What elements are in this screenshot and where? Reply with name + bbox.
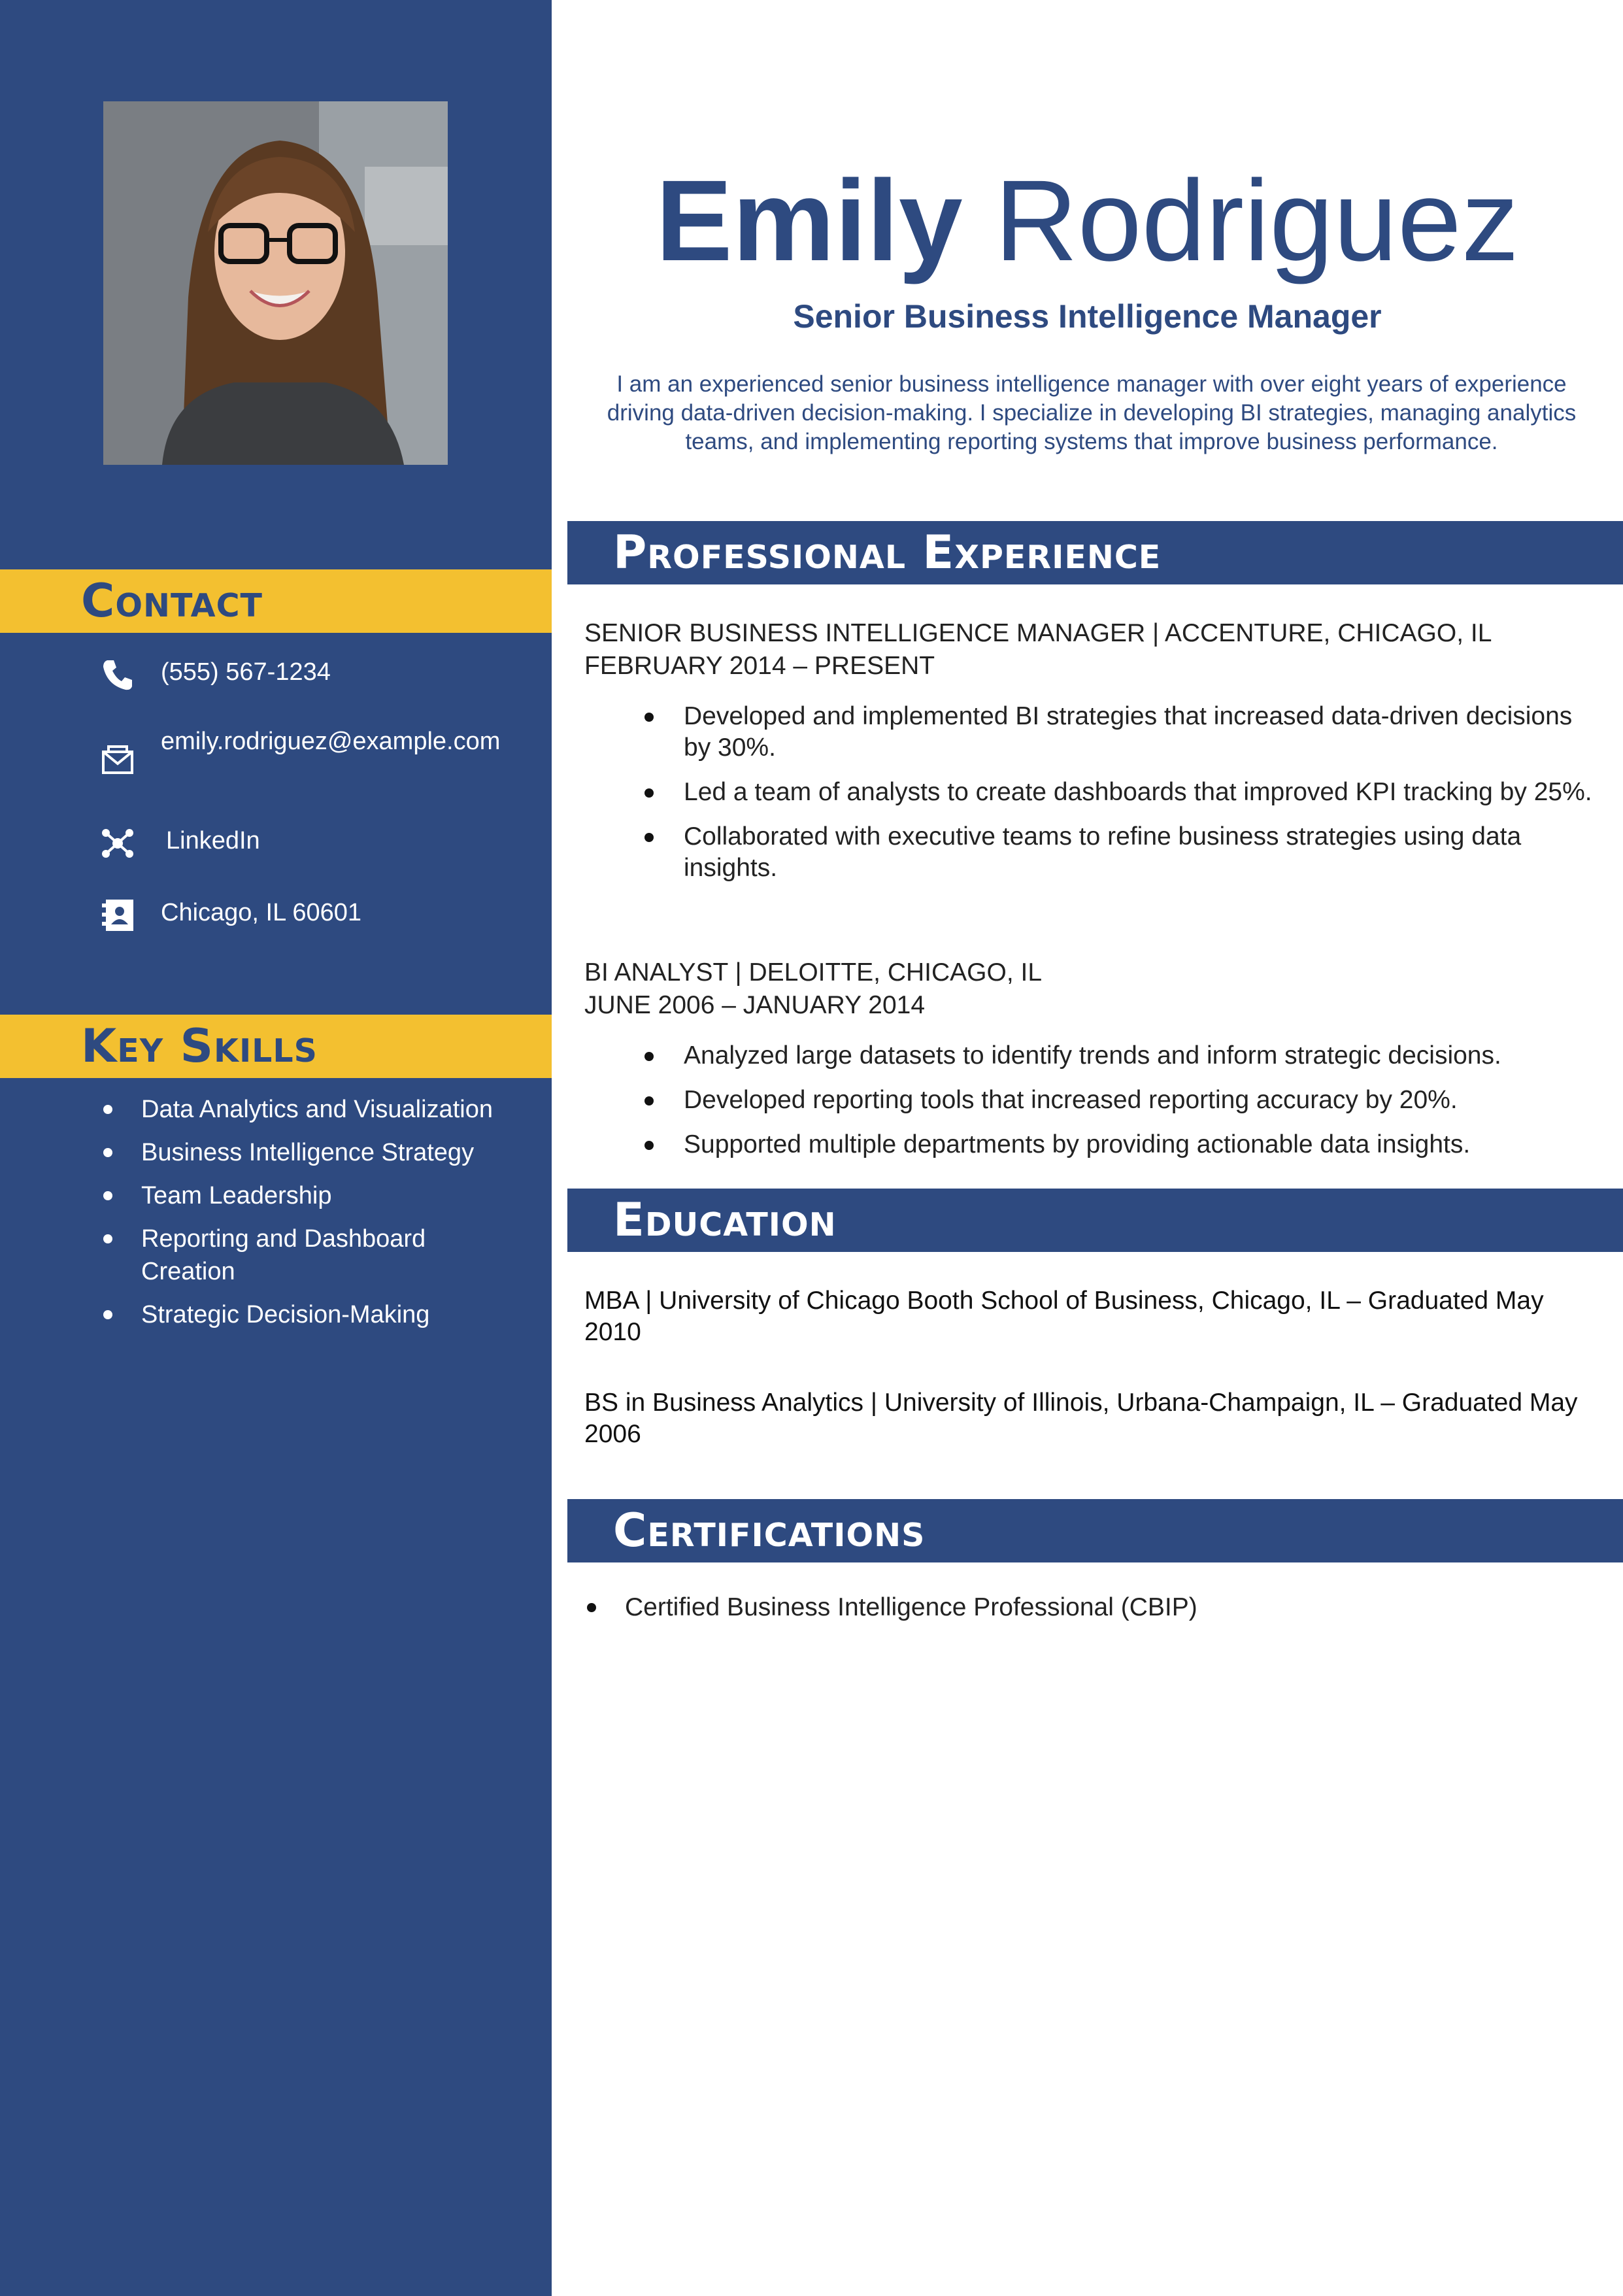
sidebar bbox=[0, 0, 552, 2296]
job-bullets bbox=[584, 701, 1604, 884]
address-text: Chicago, IL 60601 bbox=[161, 899, 362, 926]
skill-item: Business Intelligence Strategy bbox=[98, 1136, 516, 1169]
linkedin-network-icon bbox=[99, 825, 136, 862]
profile-summary: I am an experienced senior business intelligence manager with over eight years of experience driving data-driven decision-making. I specialize in developing BI strategies, managing analytics teams, and implementing reporting systems that improve business performance. bbox=[607, 371, 1577, 454]
first-name: Emily bbox=[656, 157, 963, 285]
job-bullets bbox=[584, 1040, 1604, 1160]
phone-number[interactable]: (555) 567-1234 bbox=[161, 658, 331, 686]
job-entry bbox=[584, 956, 1604, 1173]
job-bullet: Collaborated with executive teams to refine business strategies using data insights. bbox=[584, 821, 1604, 884]
job-dates: JUNE 2006 – JANUARY 2014 bbox=[584, 991, 926, 1019]
contact-linkedin bbox=[99, 825, 518, 862]
address-card-icon bbox=[99, 897, 136, 934]
experience-section-bar bbox=[567, 521, 1623, 584]
skills-section-bar bbox=[0, 1015, 552, 1078]
certifications-section-bar bbox=[567, 1499, 1623, 1562]
job-role-line: SENIOR BUSINESS INTELLIGENCE MANAGER | ACCENTURE, CHICAGO, IL bbox=[584, 619, 1492, 647]
skills-list bbox=[98, 1093, 516, 1342]
profile-photo bbox=[103, 101, 448, 465]
certifications-heading: Certifications bbox=[613, 1504, 926, 1557]
linkedin-link[interactable]: LinkedIn bbox=[166, 827, 260, 854]
experience-heading: Professional Experience bbox=[613, 526, 1162, 579]
skill-item: Strategic Decision-Making bbox=[98, 1298, 516, 1331]
email-address[interactable]: emily.rodriguez@example.com bbox=[161, 728, 501, 755]
certification-item: Certified Business Intelligence Professional (CBIP) bbox=[584, 1591, 1604, 1624]
education-entry: BS in Business Analytics | University of Illinois, Urbana-Champaign, IL – Graduated May 2006 bbox=[584, 1389, 1578, 1448]
education-entry: MBA | University of Chicago Booth School of Business, Chicago, IL – Graduated May 2010 bbox=[584, 1287, 1544, 1346]
skill-item: Reporting and Dashboard Creation bbox=[98, 1223, 516, 1288]
education-section-bar bbox=[567, 1189, 1623, 1252]
certifications-list bbox=[584, 1591, 1604, 1624]
candidate-name bbox=[552, 156, 1623, 286]
education-heading: Education bbox=[613, 1193, 837, 1247]
contact-heading: Contact bbox=[81, 574, 263, 628]
job-role-line: BI ANALYST | DELOITTE, CHICAGO, IL bbox=[584, 958, 1043, 987]
job-title: Senior Business Intelligence Manager bbox=[793, 298, 1382, 335]
contact-section-bar bbox=[0, 569, 552, 633]
contact-phone bbox=[99, 656, 518, 693]
skill-item: Data Analytics and Visualization bbox=[98, 1093, 516, 1126]
job-bullet: Led a team of analysts to create dashboards that improved KPI tracking by 25%. bbox=[584, 777, 1604, 808]
job-bullet: Supported multiple departments by providing actionable data insights. bbox=[584, 1129, 1604, 1160]
job-bullet: Developed and implemented BI strategies that increased data-driven decisions by 30%. bbox=[584, 701, 1604, 764]
email-icon bbox=[99, 741, 136, 778]
phone-icon bbox=[99, 656, 136, 693]
job-entry bbox=[584, 617, 1604, 897]
skill-item: Team Leadership bbox=[98, 1179, 516, 1212]
contact-address bbox=[99, 897, 518, 934]
last-name: Rodriguez bbox=[994, 157, 1519, 285]
skills-heading: Key Skills bbox=[81, 1019, 318, 1073]
contact-email bbox=[99, 726, 518, 778]
job-bullet: Analyzed large datasets to identify trends and inform strategic decisions. bbox=[584, 1040, 1604, 1072]
job-dates: FEBRUARY 2014 – PRESENT bbox=[584, 652, 935, 680]
job-bullet: Developed reporting tools that increased reporting accuracy by 20%. bbox=[584, 1085, 1604, 1116]
